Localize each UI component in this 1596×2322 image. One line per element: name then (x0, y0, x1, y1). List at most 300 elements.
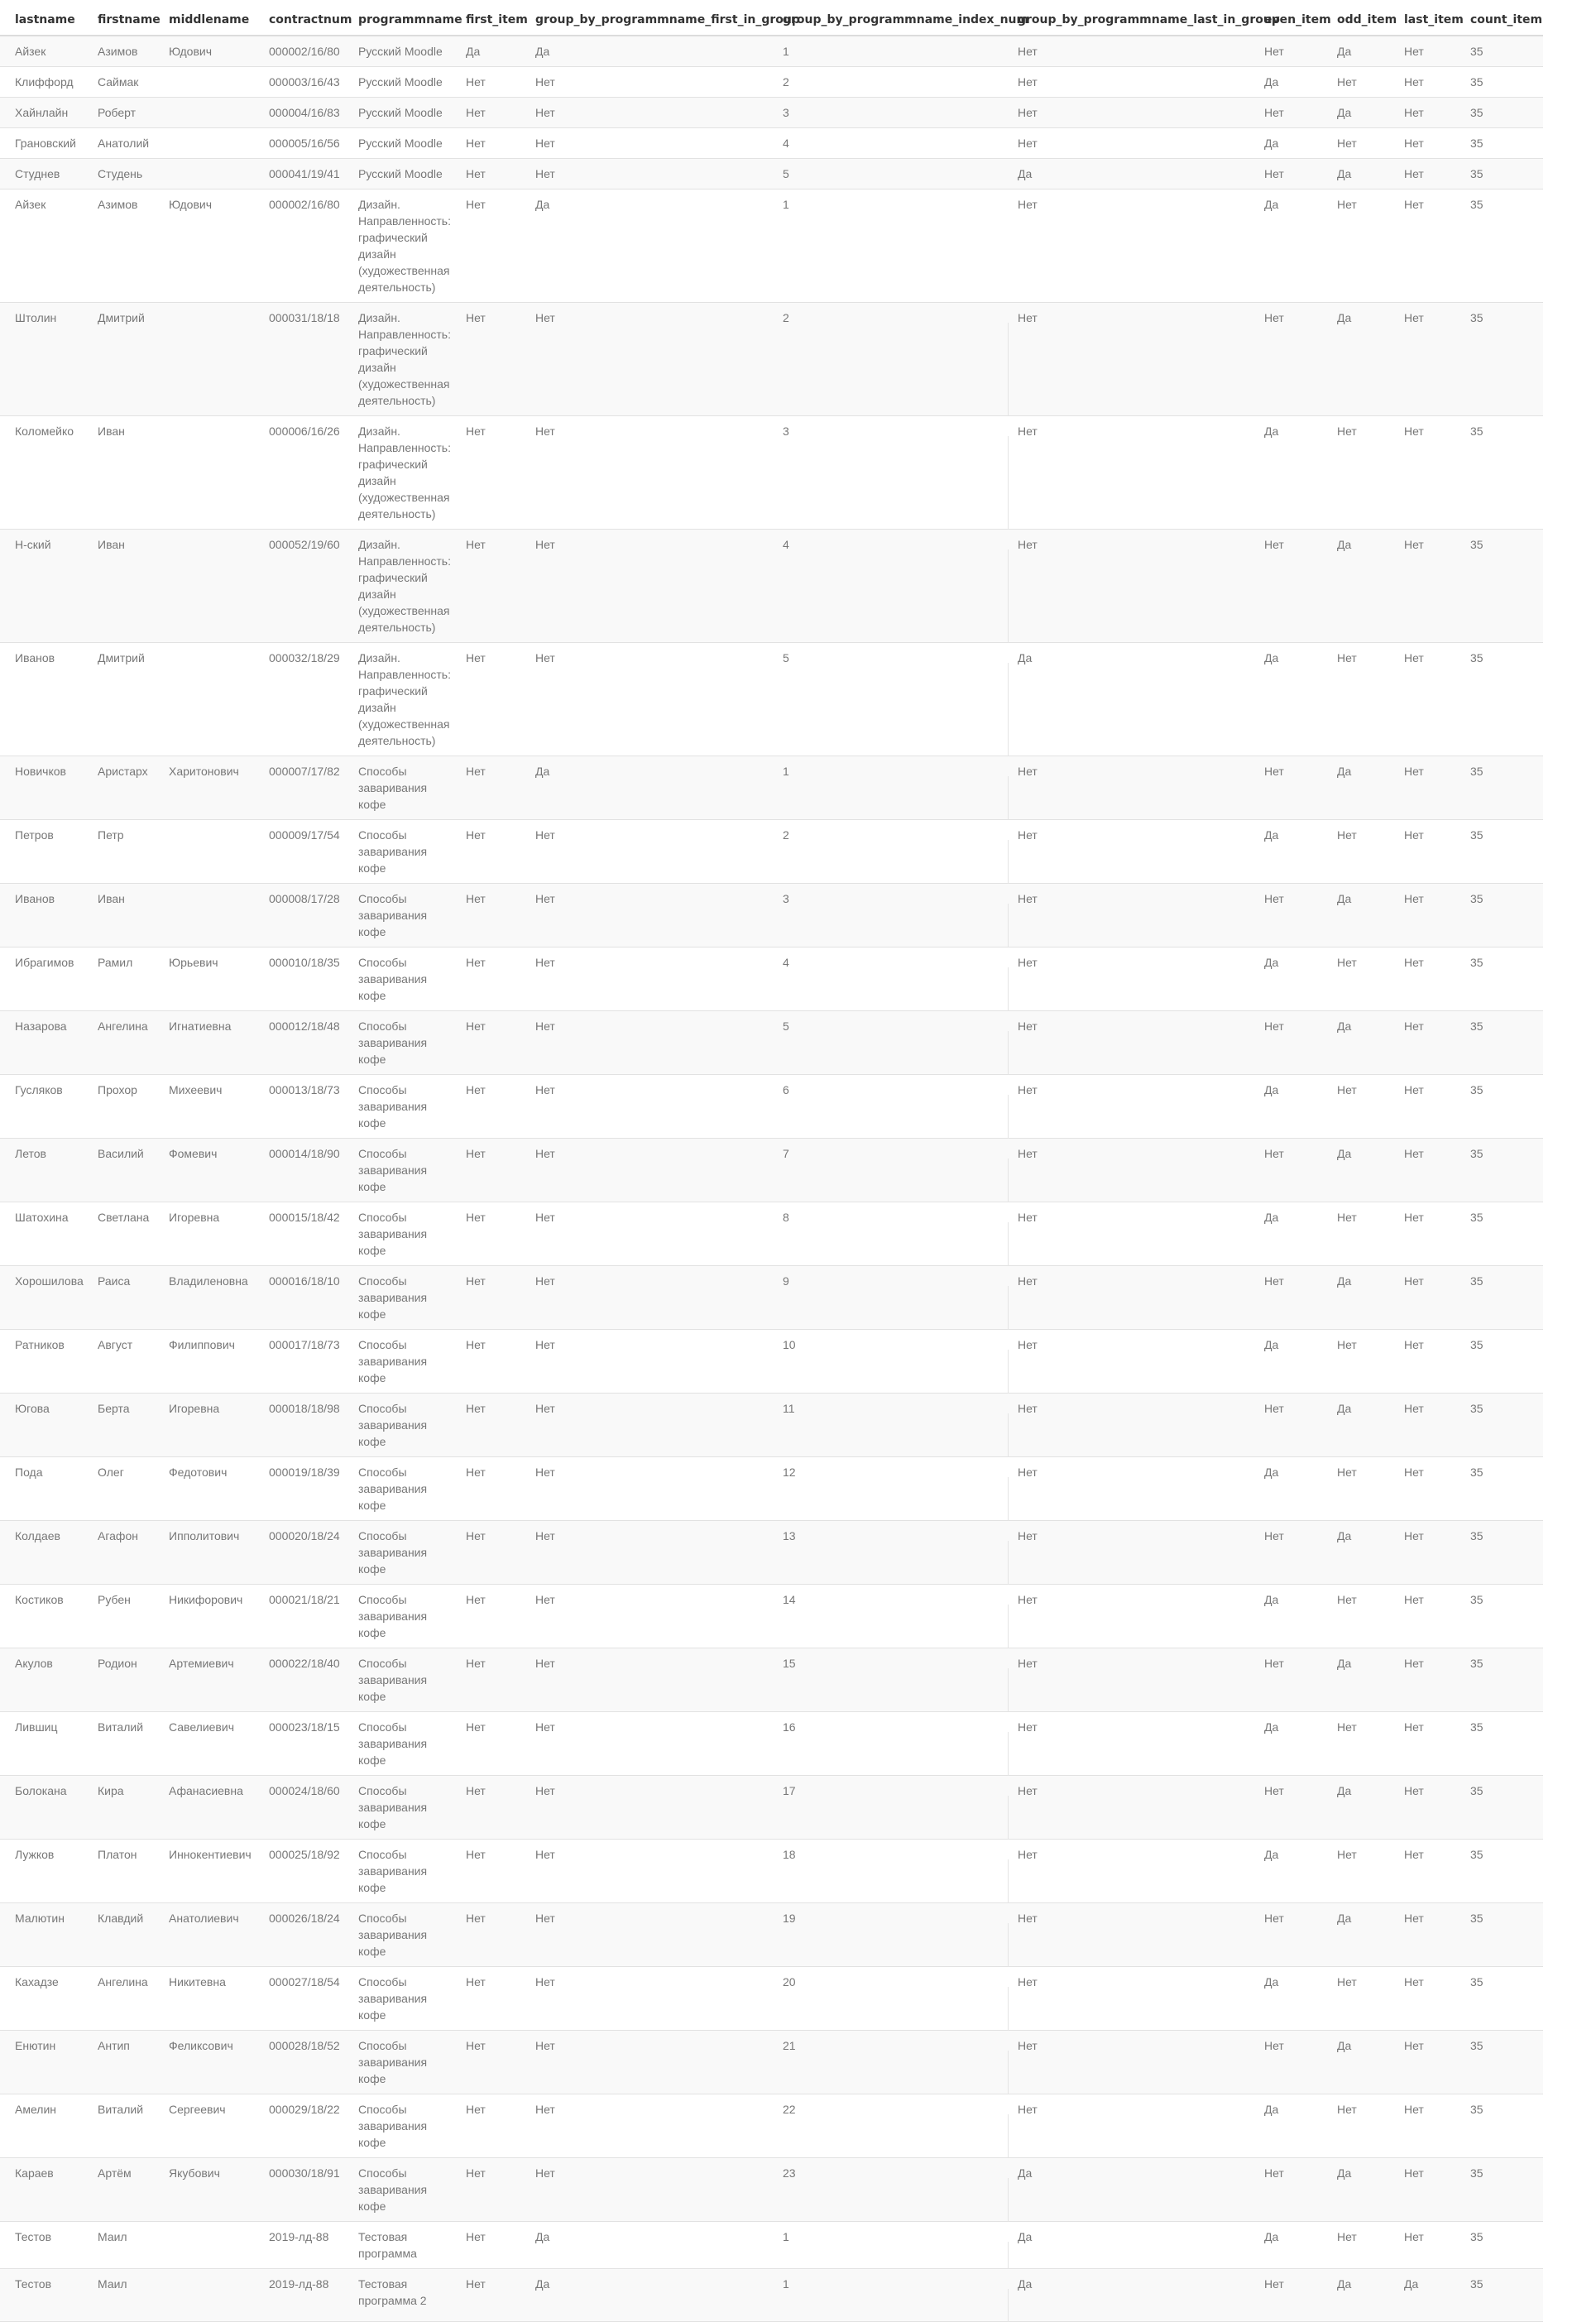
cell-text: Нет (1404, 2038, 1424, 2052)
cell-text: Нет (1337, 1082, 1357, 1096)
cell-text: Да (1264, 955, 1279, 969)
cell-firstname (83, 1393, 154, 1456)
table-row (0, 819, 1543, 883)
cell-text: Тестов (15, 2229, 52, 2243)
cell-text: Нет (1264, 105, 1284, 119)
cell-text: Нет (535, 2166, 555, 2180)
cell-text: Способы заваривания кофе (358, 1974, 428, 2022)
cell-text: Да (1337, 891, 1352, 905)
cell-programmname (343, 302, 451, 415)
cell-last-item (1389, 36, 1455, 66)
cell-group-by-programmname-first-in-group (520, 2268, 769, 2321)
table-row (0, 1074, 1543, 1138)
cell-firstname (83, 2094, 154, 2157)
cell-text: 000006/16/26 (269, 424, 340, 438)
cell-text: Да (535, 764, 550, 778)
cell-group-by-programmname-index-num (769, 1265, 1003, 1329)
cell-last-item (1389, 1902, 1455, 1966)
cell-text: Нет (1018, 1783, 1038, 1797)
cell-last-item (1389, 642, 1455, 756)
cell-first-item (451, 1775, 520, 1839)
column-header-firstname[interactable]: firstname (83, 0, 154, 36)
cell-text: Нет (535, 1592, 555, 1606)
cell-text: Нет (1337, 1465, 1357, 1479)
cell-middlename (154, 1648, 254, 1711)
cell-firstname (83, 1520, 154, 1584)
cell-group-by-programmname-last-in-group (1003, 1202, 1249, 1265)
table-row (0, 2094, 1543, 2157)
cell-text: Нет (1404, 310, 1424, 324)
cell-text: 1 (783, 45, 789, 58)
cell-firstname (83, 756, 154, 819)
column-header-lastname[interactable]: lastname (0, 0, 83, 36)
cell-contractnum (254, 1010, 343, 1074)
cell-contractnum (254, 1265, 343, 1329)
cell-count-item (1455, 642, 1543, 756)
cell-programmname (343, 1584, 451, 1648)
cell-text: 35 (1470, 828, 1483, 842)
cell-contractnum (254, 415, 343, 529)
cell-contractnum (254, 1584, 343, 1648)
cell-text: Да (1264, 424, 1279, 438)
cell-group-by-programmname-index-num (769, 1902, 1003, 1966)
cell-text: 2 (783, 74, 789, 89)
cell-text: Рубен (98, 1592, 131, 1606)
cell-text: Нет (1404, 1528, 1424, 1542)
cell-group-by-programmname-index-num (769, 1010, 1003, 1074)
column-header-group-by-programmname-index-num[interactable]: group_by_programmname_index_num (769, 0, 1003, 36)
cell-last-item (1389, 947, 1455, 1010)
cell-contractnum (254, 36, 343, 66)
cell-middlename (154, 2030, 254, 2094)
cell-group-by-programmname-index-num (769, 415, 1003, 529)
cell-text: Способы заваривания кофе (358, 2038, 428, 2085)
cell-programmname (343, 189, 451, 302)
cell-first-item (451, 1584, 520, 1648)
cell-text: Юдович (169, 45, 213, 58)
cell-lastname (0, 415, 83, 529)
cell-text: Феликсович (169, 2038, 233, 2052)
cell-contractnum (254, 189, 343, 302)
cell-text: Нет (1404, 1720, 1424, 1734)
column-header-first-item[interactable]: first_item (451, 0, 520, 36)
cell-text: Игоревна (169, 1401, 220, 1415)
cell-text: Дмитрий (98, 650, 145, 664)
cell-group-by-programmname-index-num (769, 883, 1003, 947)
cell-middlename (154, 1520, 254, 1584)
cell-text: Нет (1018, 1720, 1038, 1734)
column-divider (1008, 1987, 1009, 2031)
column-header-last-item[interactable]: last_item (1389, 0, 1455, 36)
cell-count-item (1455, 97, 1543, 127)
cell-even-item (1249, 1393, 1322, 1456)
cell-text: Да (1018, 2229, 1033, 2243)
cell-group-by-programmname-last-in-group (1003, 642, 1249, 756)
cell-text: Нет (535, 1783, 555, 1797)
cell-text: Нет (1337, 1847, 1357, 1861)
cell-text: 3 (783, 105, 789, 119)
cell-text: Гусляков (15, 1082, 63, 1096)
cell-even-item (1249, 1138, 1322, 1202)
cell-firstname (83, 819, 154, 883)
cell-text: 35 (1470, 1656, 1483, 1670)
cell-text: Да (535, 197, 550, 211)
cell-programmname (343, 1138, 451, 1202)
cell-text: Нет (466, 1146, 486, 1160)
cell-firstname (83, 1902, 154, 1966)
cell-text: Лужков (15, 1847, 55, 1861)
cell-text: Да (1018, 166, 1033, 180)
cell-text: Нет (1264, 1783, 1284, 1797)
cell-contractnum (254, 883, 343, 947)
cell-group-by-programmname-index-num (769, 127, 1003, 158)
cell-text: Шатохина (15, 1210, 69, 1224)
cell-text: Нет (1337, 828, 1357, 842)
cell-text: Нет (1264, 166, 1284, 180)
cell-last-item (1389, 415, 1455, 529)
cell-first-item (451, 302, 520, 415)
column-header-odd-item[interactable]: odd_item (1322, 0, 1389, 36)
cell-text: Нет (1264, 1146, 1284, 1160)
cell-text: 4 (783, 136, 789, 150)
cell-count-item (1455, 2030, 1543, 2094)
cell-even-item (1249, 2268, 1322, 2321)
table-row (0, 1584, 1543, 1648)
cell-count-item (1455, 189, 1543, 302)
cell-middlename (154, 819, 254, 883)
cell-firstname (83, 1648, 154, 1711)
cell-text: Да (1264, 828, 1279, 842)
column-divider (1008, 1413, 1009, 1457)
cell-text: 1 (783, 2229, 789, 2243)
cell-even-item (1249, 1648, 1322, 1711)
table-row (0, 1010, 1543, 1074)
cell-group-by-programmname-index-num (769, 1839, 1003, 1902)
cell-last-item (1389, 1202, 1455, 1265)
table-row (0, 189, 1543, 302)
cell-text: Нет (1264, 45, 1284, 58)
cell-contractnum (254, 947, 343, 1010)
cell-contractnum (254, 756, 343, 819)
cell-text: Нет (466, 537, 486, 551)
column-header-count-item[interactable]: count_item (1455, 0, 1543, 36)
cell-text: Нет (535, 105, 555, 119)
cell-text: 35 (1470, 45, 1483, 58)
cell-first-item (451, 66, 520, 97)
cell-lastname (0, 1329, 83, 1393)
cell-text: Нет (1404, 764, 1424, 778)
cell-odd-item (1322, 819, 1389, 883)
cell-first-item (451, 2157, 520, 2221)
cell-group-by-programmname-last-in-group (1003, 1839, 1249, 1902)
cell-first-item (451, 2030, 520, 2094)
cell-text: Нет (1264, 1911, 1284, 1925)
column-header-middlename[interactable]: middlename (154, 0, 254, 36)
cell-firstname (83, 189, 154, 302)
cell-programmname (343, 158, 451, 189)
cell-text: Русский Moodle (358, 166, 443, 180)
cell-text: Да (1337, 1146, 1352, 1160)
cell-group-by-programmname-index-num (769, 2221, 1003, 2268)
cell-group-by-programmname-first-in-group (520, 1966, 769, 2030)
cell-odd-item (1322, 1775, 1389, 1839)
cell-odd-item (1322, 1902, 1389, 1966)
cell-text: 000013/18/73 (269, 1082, 340, 1096)
cell-text: Филиппович (169, 1337, 235, 1351)
cell-count-item (1455, 1138, 1543, 1202)
cell-group-by-programmname-index-num (769, 642, 1003, 756)
cell-firstname (83, 883, 154, 947)
cell-text: 35 (1470, 166, 1483, 180)
table-row (0, 1202, 1543, 1265)
cell-text: Савелиевич (169, 1720, 234, 1734)
cell-first-item (451, 189, 520, 302)
cell-text: Нет (466, 764, 486, 778)
cell-text: Петр (98, 828, 124, 842)
cell-text: Да (1018, 650, 1033, 664)
cell-text: Август (98, 1337, 133, 1351)
cell-group-by-programmname-index-num (769, 36, 1003, 66)
table-row (0, 1329, 1543, 1393)
cell-text: Василий (98, 1146, 144, 1160)
cell-text: Нет (1018, 197, 1038, 211)
cell-text: Нет (1264, 1528, 1284, 1542)
cell-text: Нет (535, 2102, 555, 2116)
cell-text: 35 (1470, 1974, 1483, 1989)
cell-even-item (1249, 97, 1322, 127)
cell-text: Нет (1018, 310, 1038, 324)
cell-text: Да (1264, 1082, 1279, 1096)
cell-group-by-programmname-index-num (769, 1711, 1003, 1775)
cell-text: Способы заваривания кофе (358, 2102, 428, 2149)
column-header-group-by-programmname-last-in-group[interactable]: group_by_programmname_last_in_group (1003, 0, 1249, 36)
cell-text: Нет (466, 2166, 486, 2180)
cell-text: Федотович (169, 1465, 228, 1479)
cell-count-item (1455, 1074, 1543, 1138)
cell-text: Пода (15, 1465, 43, 1479)
cell-text: Айзек (15, 45, 46, 58)
cell-contractnum (254, 66, 343, 97)
cell-programmname (343, 1775, 451, 1839)
cell-odd-item (1322, 36, 1389, 66)
cell-text: 000010/18/35 (269, 955, 340, 969)
cell-programmname (343, 1074, 451, 1138)
cell-odd-item (1322, 1839, 1389, 1902)
cell-lastname (0, 2157, 83, 2221)
cell-lastname (0, 1711, 83, 1775)
cell-group-by-programmname-first-in-group (520, 158, 769, 189)
cell-last-item (1389, 756, 1455, 819)
cell-text: Нет (1404, 1465, 1424, 1479)
cell-firstname (83, 2030, 154, 2094)
cell-text: Нет (1018, 1274, 1038, 1288)
cell-text: 7 (783, 1146, 789, 1160)
cell-text: 21 (783, 2038, 796, 2052)
cell-text: Способы заваривания кофе (358, 1592, 428, 1639)
cell-text: Тестовая программа (358, 2229, 417, 2260)
column-header-group-by-programmname-first-in-group[interactable]: group_by_programmname_first_in_group (520, 0, 769, 36)
cell-text: Нет (1404, 1146, 1424, 1160)
cell-text: Нет (1337, 1720, 1357, 1734)
cell-text: 1 (783, 2276, 789, 2291)
cell-text: Амелин (15, 2102, 57, 2116)
cell-text: Нет (1018, 1592, 1038, 1606)
cell-count-item (1455, 1775, 1543, 1839)
cell-text: Нет (535, 1337, 555, 1351)
cell-group-by-programmname-last-in-group (1003, 756, 1249, 819)
cell-lastname (0, 2268, 83, 2321)
cell-text: Маил (98, 2276, 127, 2291)
cell-text: 1 (783, 764, 789, 778)
cell-text: Нет (1404, 1911, 1424, 1925)
cell-firstname (83, 2268, 154, 2321)
cell-first-item (451, 947, 520, 1010)
cell-group-by-programmname-first-in-group (520, 947, 769, 1010)
cell-first-item (451, 127, 520, 158)
cell-text: Петров (15, 828, 54, 842)
cell-count-item (1455, 302, 1543, 415)
cell-text: Олег (98, 1465, 124, 1479)
column-divider (1008, 2178, 1009, 2222)
column-divider (1008, 1732, 1009, 1776)
cell-text: 35 (1470, 1465, 1483, 1479)
cell-group-by-programmname-last-in-group (1003, 529, 1249, 642)
table-row (0, 642, 1543, 756)
cell-first-item (451, 642, 520, 756)
cell-lastname (0, 883, 83, 947)
cell-text: Клиффорд (15, 74, 74, 89)
cell-text: Нет (1337, 424, 1357, 438)
cell-first-item (451, 2268, 520, 2321)
cell-text: Нет (1018, 955, 1038, 969)
cell-text: Болокана (15, 1783, 67, 1797)
cell-text: Способы заваривания кофе (358, 1720, 428, 1767)
cell-firstname (83, 1775, 154, 1839)
cell-even-item (1249, 1584, 1322, 1648)
column-divider (1008, 549, 1009, 643)
cell-contractnum (254, 97, 343, 127)
cell-text: Тестов (15, 2276, 52, 2291)
cell-text: 35 (1470, 1082, 1483, 1096)
cell-text: Нет (466, 166, 486, 180)
cell-lastname (0, 36, 83, 66)
cell-programmname (343, 66, 451, 97)
cell-even-item (1249, 36, 1322, 66)
cell-text: Нет (1018, 828, 1038, 842)
cell-group-by-programmname-first-in-group (520, 1902, 769, 1966)
cell-contractnum (254, 1648, 343, 1711)
cell-lastname (0, 158, 83, 189)
cell-first-item (451, 2221, 520, 2268)
cell-odd-item (1322, 642, 1389, 756)
cell-text: Нет (1018, 1337, 1038, 1351)
cell-programmname (343, 97, 451, 127)
cell-text: Да (1337, 2166, 1352, 2180)
cell-text: Хорошилова (15, 1274, 84, 1288)
cell-count-item (1455, 158, 1543, 189)
cell-text: Нет (1018, 1847, 1038, 1861)
cell-text: Нет (1337, 1592, 1357, 1606)
cell-count-item (1455, 415, 1543, 529)
cell-firstname (83, 1074, 154, 1138)
cell-middlename (154, 1966, 254, 2030)
cell-programmname (343, 756, 451, 819)
column-divider (1008, 1668, 1009, 1712)
cell-text: 000017/18/73 (269, 1337, 340, 1351)
cell-text: Караев (15, 2166, 54, 2180)
column-divider (1008, 967, 1009, 1011)
cell-count-item (1455, 1202, 1543, 1265)
cell-text: Якубович (169, 2166, 220, 2180)
cell-text: 35 (1470, 424, 1483, 438)
cell-text: 35 (1470, 2038, 1483, 2052)
column-header-contractnum[interactable]: contractnum (254, 0, 343, 36)
cell-text: Нет (1264, 1274, 1284, 1288)
cell-text: Нет (535, 1019, 555, 1033)
cell-text: Нет (466, 2102, 486, 2116)
column-divider (1008, 1286, 1009, 1330)
cell-group-by-programmname-first-in-group (520, 1456, 769, 1520)
cell-group-by-programmname-last-in-group (1003, 819, 1249, 883)
cell-first-item (451, 1138, 520, 1202)
cell-odd-item (1322, 1711, 1389, 1775)
cell-odd-item (1322, 189, 1389, 302)
cell-middlename (154, 1902, 254, 1966)
column-header-even-item[interactable]: even_item (1249, 0, 1322, 36)
cell-even-item (1249, 1456, 1322, 1520)
cell-contractnum (254, 819, 343, 883)
cell-contractnum (254, 302, 343, 415)
cell-text: Нет (1404, 1082, 1424, 1096)
cell-odd-item (1322, 1329, 1389, 1393)
column-divider (1008, 1222, 1009, 1266)
cell-text: 16 (783, 1720, 796, 1734)
cell-last-item (1389, 2094, 1455, 2157)
cell-text: Иван (98, 537, 125, 551)
cell-contractnum (254, 529, 343, 642)
cell-programmname (343, 1456, 451, 1520)
cell-middlename (154, 883, 254, 947)
column-header-programmname[interactable]: programmname (343, 0, 451, 36)
cell-text: 000002/16/80 (269, 45, 340, 58)
cell-group-by-programmname-last-in-group (1003, 1648, 1249, 1711)
cell-programmname (343, 2268, 451, 2321)
cell-programmname (343, 947, 451, 1010)
cell-group-by-programmname-first-in-group (520, 2030, 769, 2094)
cell-lastname (0, 127, 83, 158)
cell-text: Нет (1404, 74, 1424, 89)
cell-group-by-programmname-first-in-group (520, 1393, 769, 1456)
cell-text: Иннокентиевич (169, 1847, 252, 1861)
cell-programmname (343, 1839, 451, 1902)
cell-group-by-programmname-index-num (769, 1456, 1003, 1520)
cell-text: Нет (1018, 105, 1038, 119)
cell-lastname (0, 1648, 83, 1711)
cell-text: 35 (1470, 1847, 1483, 1861)
table-row (0, 1839, 1543, 1902)
cell-programmname (343, 415, 451, 529)
cell-text: Да (1337, 105, 1352, 119)
cell-text: 5 (783, 166, 789, 180)
cell-firstname (83, 1966, 154, 2030)
cell-even-item (1249, 2030, 1322, 2094)
cell-odd-item (1322, 2268, 1389, 2321)
cell-text: 35 (1470, 764, 1483, 778)
cell-group-by-programmname-last-in-group (1003, 1520, 1249, 1584)
cell-text: Иванов (15, 650, 55, 664)
cell-odd-item (1322, 1584, 1389, 1648)
cell-text: Нет (535, 166, 555, 180)
